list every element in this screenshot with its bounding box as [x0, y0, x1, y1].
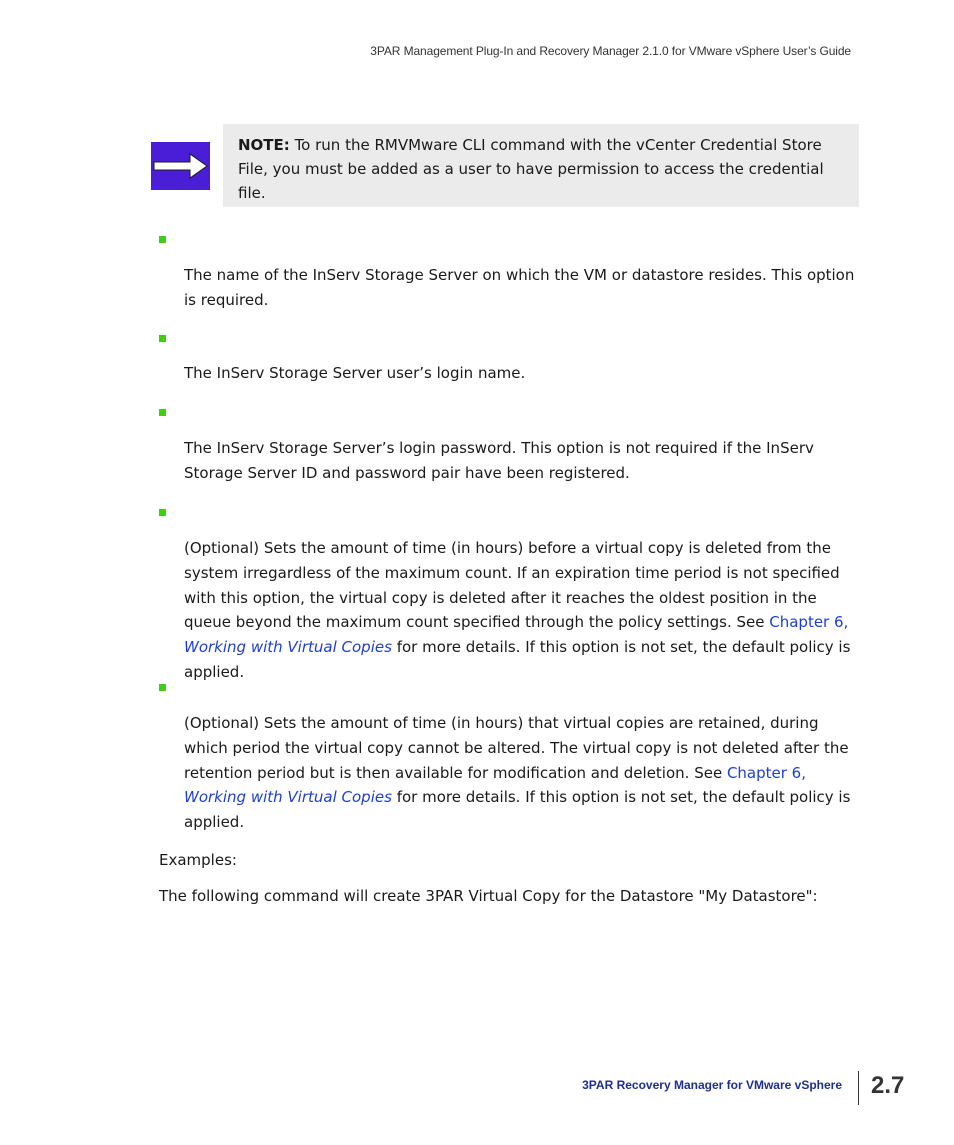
footer-title: 3PAR Recovery Manager for VMware vSphere — [582, 1078, 842, 1092]
example-intro: The following command will create 3PAR Virtual Copy for the Datastore "My Datastore": — [159, 887, 818, 905]
link-chapter: Chapter 6, — [769, 613, 849, 632]
option-text: (Optional) Sets the amount of time (in hours) before a virtual copy is deleted from the system irregardless of the maximum count. If an expiration time period is not specified with this option, the virtual copy is deleted after it reaches the oldest position in the queue beyond the maximum count specified through the policy settings. See — [184, 539, 840, 632]
link-title: Working with Virtual Copies — [184, 788, 392, 807]
bullet-icon — [159, 335, 166, 342]
note-label: NOTE: — [238, 136, 290, 154]
bullet-icon — [159, 509, 166, 516]
examples-label: Examples: — [159, 851, 237, 869]
bullet-icon — [159, 684, 166, 691]
option-text: for more details. If this option is not set, the default policy is applied. — [184, 638, 851, 681]
option-description: The name of the InServ Storage Server on which the VM or datastore resides. This option is required. — [184, 266, 855, 309]
note-body: To run the RMVMware CLI command with the vCenter Credential Store File, you must be added as a user to have permission to access the credential file. — [238, 136, 824, 202]
option-description: The InServ Storage Server’s login password. This option is not required if the InServ Storage Server ID and password pair have been registered. — [184, 439, 814, 482]
option-text: (Optional) Sets the amount of time (in hours) that virtual copies are retained, during which period the virtual copy cannot be altered. The virtual copy is not deleted after the retention period but is then available for modification and deletion. See — [184, 714, 849, 782]
bullet-icon — [159, 236, 166, 243]
note-text — [238, 133, 844, 205]
option-description: The InServ Storage Server user’s login name. — [184, 364, 526, 382]
option-text: for more details. If this option is not set, the default policy is applied. — [184, 788, 851, 832]
option-description — [184, 711, 860, 835]
option-description — [184, 536, 860, 685]
footer-divider — [858, 1071, 859, 1105]
running-header: 3PAR Management Plug-In and Recovery Manager 2.1.0 for VMware vSphere User’s Guide — [370, 44, 851, 58]
page-number: 2.7 — [871, 1072, 905, 1099]
arrow-right-icon — [151, 142, 210, 190]
link-chapter: Chapter 6, — [726, 763, 806, 782]
bullet-icon — [159, 409, 166, 416]
link-title: Working with Virtual Copies — [184, 638, 392, 657]
